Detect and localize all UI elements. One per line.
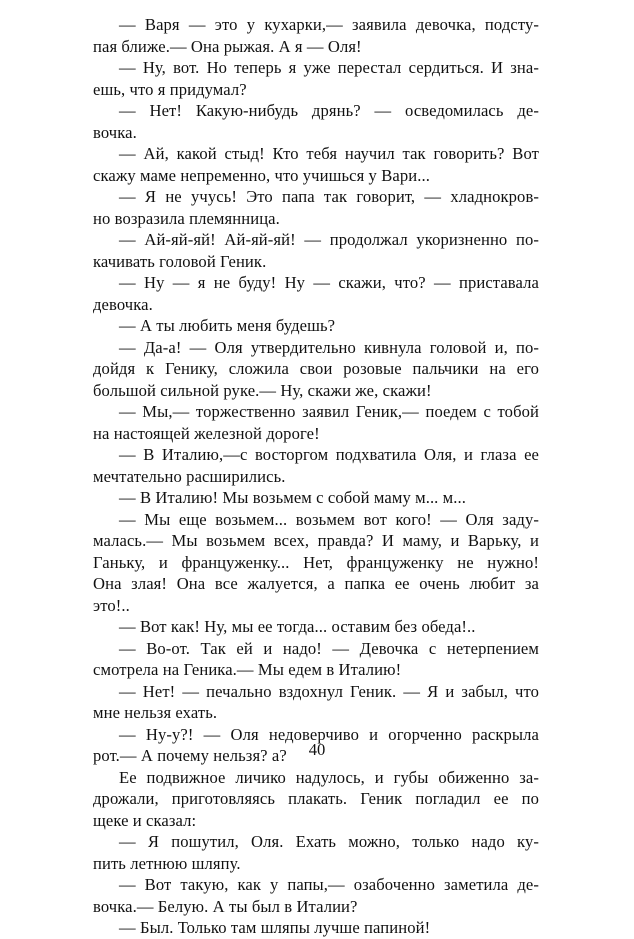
text-line: Ганьку, и француженку... Нет, француженку не нужно! [93, 552, 539, 572]
text-line: — В Италию! Мы возьмем с собой маму м... м... [119, 488, 467, 507]
text-line: — Нет! Какую-нибудь дрянь? — осведомилась де- [119, 101, 539, 120]
text-line: — Мы еще возьмем... возьмем вот кого! — Оля заду- [119, 509, 539, 529]
text-line: — Нет! — печально вздохнул Геник. — Я и забыл, что [119, 681, 539, 701]
text-line: — В Италию,—с восторгом подхватила Оля, и глаза ее [119, 445, 539, 464]
text-line: качивать головой Геник. [93, 251, 267, 271]
text-line: — Ну, вот. Но теперь я уже перестал сердиться. И зна- [119, 58, 539, 77]
text-line: — Да-а! — Оля утвердительно кивнула головой и, по- [119, 337, 539, 357]
text-line: мечтательно расширились. [93, 466, 286, 486]
text-line: — Вот такую, как у папы,— озабоченно заметила де- [119, 875, 539, 894]
text-line: рот.— А почему нельзя? а? [93, 746, 287, 765]
text-line: скажу маме непременно, что учишься у Вари... [93, 165, 430, 185]
text-line: — Был. Только там шляпы лучше папиной! [119, 918, 431, 937]
text-line: вочка.— Белую. А ты был в Италии? [93, 896, 358, 916]
text-line: ешь, что я придумал? [93, 79, 247, 99]
text-line: — Ну-у?! — Оля недоверчиво и огорченно раскрыла [119, 724, 539, 744]
text-line: — Ай-яй-яй! Ай-яй-яй! — продолжал укоризненно по- [119, 230, 539, 249]
text-line: большой сильной руке.— Ну, скажи же, скажи! [93, 380, 432, 400]
text-line: Ее подвижное личико надулось, и губы обиженно за- [119, 767, 539, 787]
text-line: это!.. [93, 595, 130, 615]
text-line: смотрела на Геника.— Мы едем в Италию! [93, 660, 402, 679]
text-line: Она злая! Она все жалуется, а папка ее очень любит за [93, 574, 539, 593]
text-line: — Вот как! Ну, мы ее тогда... оставим без обеда!.. [119, 617, 476, 636]
text-line: — Во-от. Так ей и надо! — Девочка с нетерпением [119, 638, 539, 658]
text-line: дрожали, приготовляясь плакать. Геник погладил ее по [93, 789, 539, 808]
text-line: но возразила племянница. [93, 208, 280, 228]
text-line: — Ну — я не буду! Ну — скажи, что? — приставала [119, 273, 539, 292]
text-line: щеке и сказал: [93, 810, 197, 830]
text-line: мне нельзя ехать. [93, 703, 218, 722]
text-line: пая ближе.— Она рыжая. А я — Оля! [93, 36, 362, 56]
text-line: — Я пошутил, Оля. Ехать можно, только надо ку- [119, 832, 539, 851]
text-line: — Ай, какой стыд! Кто тебя научил так говорить? Вот [119, 144, 539, 163]
text-line: малась.— Мы возьмем всех, правда? И маму, и Варьку, и [93, 531, 539, 550]
text-line: — Я не учусь! Это папа так говорит, — хладнокров- [119, 187, 539, 206]
text-line: — А ты любить меня будешь? [119, 316, 336, 335]
text-line: — Мы,— торжественно заявил Геник,— поедем с тобой [119, 402, 539, 421]
text-line: дойдя к Генику, сложила свои розовые пальчики на его [93, 359, 539, 378]
text-line: девочка. [93, 294, 153, 314]
text-line: на настоящей железной дороге! [93, 423, 320, 443]
text-line: пить летнюю шляпу. [93, 853, 241, 873]
text-line: вочка. [93, 122, 137, 142]
page-number: 40 [308, 740, 326, 759]
text-line: — Варя — это у кухарки,— заявила девочка, подсту- [119, 15, 539, 34]
